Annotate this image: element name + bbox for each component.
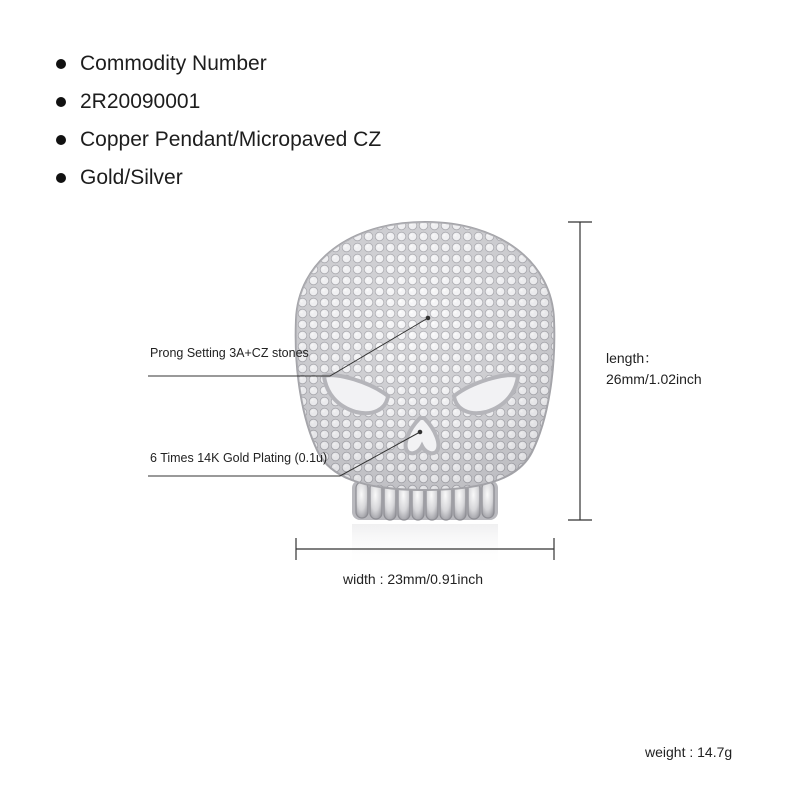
prong-setting-label: Prong Setting 3A+CZ stones (150, 346, 309, 360)
spec-text: Copper Pendant/Micropaved CZ (80, 128, 382, 151)
skull-pendant (296, 222, 555, 568)
weight-label: weight : 14.7g (645, 744, 733, 760)
pendant-reflection (352, 524, 498, 568)
length-value: 26mm/1.02inch (606, 371, 702, 387)
length-dimension-line (568, 222, 592, 520)
spec-text: Gold/Silver (80, 166, 183, 189)
width-label: width : 23mm/0.91inch (343, 571, 484, 587)
gold-plating-label: 6 Times 14K Gold Plating (0.1u) (150, 451, 328, 465)
length-title: length： (606, 350, 659, 366)
spec-text: 2R20090001 (80, 90, 201, 113)
length-label (606, 348, 702, 390)
spec-text: Commodity Number (80, 52, 267, 75)
